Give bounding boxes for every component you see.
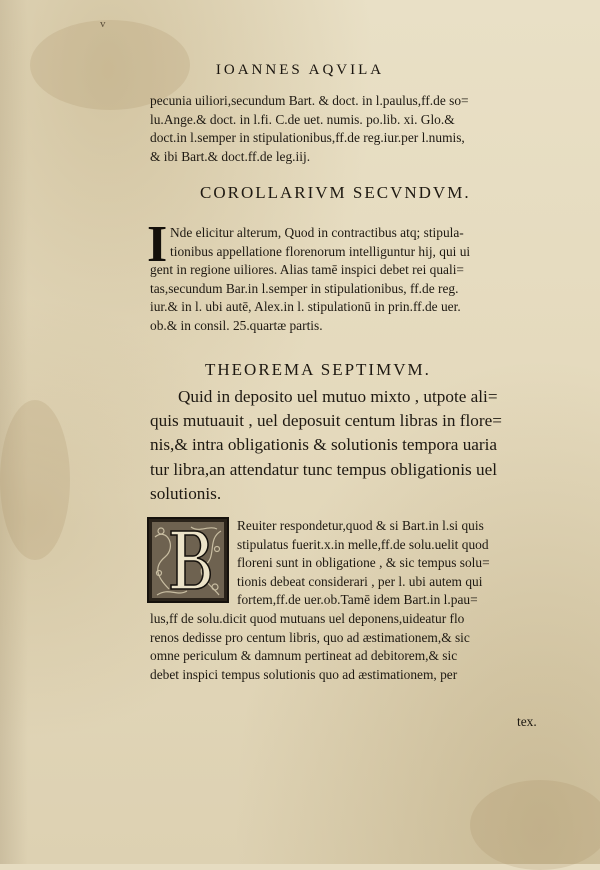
text-line: gent in regione uiliores. Alias tamē inspici debet rei quali=	[150, 262, 464, 278]
text-line: floreni sunt in obligatione , & sic tempus solu=	[237, 555, 490, 571]
corollary-initial: I	[147, 216, 168, 273]
paper-stain	[0, 400, 70, 560]
text-line: omne periculum & damnum pertineat ad debitorem,& sic	[150, 648, 458, 664]
folio-mark: v	[100, 18, 106, 30]
text-line: solutionis.	[150, 483, 222, 503]
text-line: Nde elicitur alterum, Quod in contractibus atq; stipula-	[170, 225, 464, 240]
corollary-paragraph	[150, 224, 560, 336]
text-line: quis mutuauit , uel deposuit centum libras in flore=	[150, 411, 502, 431]
theorem-heading: THEOREMA SEPTIMVM.	[205, 360, 431, 379]
text-line: Reuiter respondetur,quod & si Bart.in l.si quis	[237, 518, 484, 533]
text-line: stipulatus fuerit.x.in melle,ff.de solu.uelit quod	[237, 536, 489, 552]
ornate-initial	[147, 517, 229, 603]
catchword: tex.	[517, 714, 537, 729]
text-line: tionibus appellatione florenorum intelliguntur hij, qui ui	[170, 243, 471, 259]
text-line: nis,& intra obligationis & solutionis tempora uaria	[150, 435, 498, 455]
text-line: debet inspici tempus solutionis quo ad æstimationem, per	[150, 666, 458, 682]
text-line: tas,secundum Bar.in l.semper in stipulationibus, ff.de reg.	[150, 280, 459, 296]
response-paragraph-top	[237, 517, 557, 610]
ornate-initial-graphic	[147, 517, 229, 603]
text-line: iur.& in l. ubi autē, Alex.in l. stipulationū in prin.ff.de uer.	[150, 299, 461, 315]
text-line: lus,ff de solu.dicit quod mutuans uel deponens,uideatur flo	[150, 611, 465, 626]
paper-stain	[470, 780, 600, 870]
corollary-heading: COROLLARIVM SECVNDVM.	[200, 183, 471, 202]
text-line: renos dedisse pro centum libris, quo ad æstimationem,& sic	[150, 629, 470, 645]
text-line: tionis debeat considerari , per l. ubi autem qui	[237, 573, 483, 589]
text-line: pecunia uiliori,secundum Bart. & doct. in l.paulus,ff.de so=	[150, 93, 469, 108]
text-line: doct.in l.semper in stipulationibus,ff.de reg.iur.per l.numis,	[150, 130, 465, 146]
theorem-question	[150, 385, 576, 506]
text-line: ob.& in consil. 25.quartæ partis.	[150, 317, 323, 333]
running-head: IOANNES AQVILA	[215, 62, 385, 78]
text-line: lu.Ange.& doct. in l.fi. C.de uet. numis. po.lib. xi. Glo.&	[150, 111, 455, 127]
response-paragraph-bottom	[150, 610, 560, 684]
text-line: Quid in deposito uel mutuo mixto , utpote ali=	[178, 387, 498, 406]
intro-paragraph	[150, 92, 554, 166]
text-line: tur libra,an attendatur tunc tempus obligationis uel	[150, 459, 498, 479]
text-line: fortem,ff.de uer.ob.Tamē idem Bart.in l.pau=	[237, 592, 478, 608]
text-line: & ibi Bart.& doct.ff.de leg.iij.	[150, 148, 311, 164]
